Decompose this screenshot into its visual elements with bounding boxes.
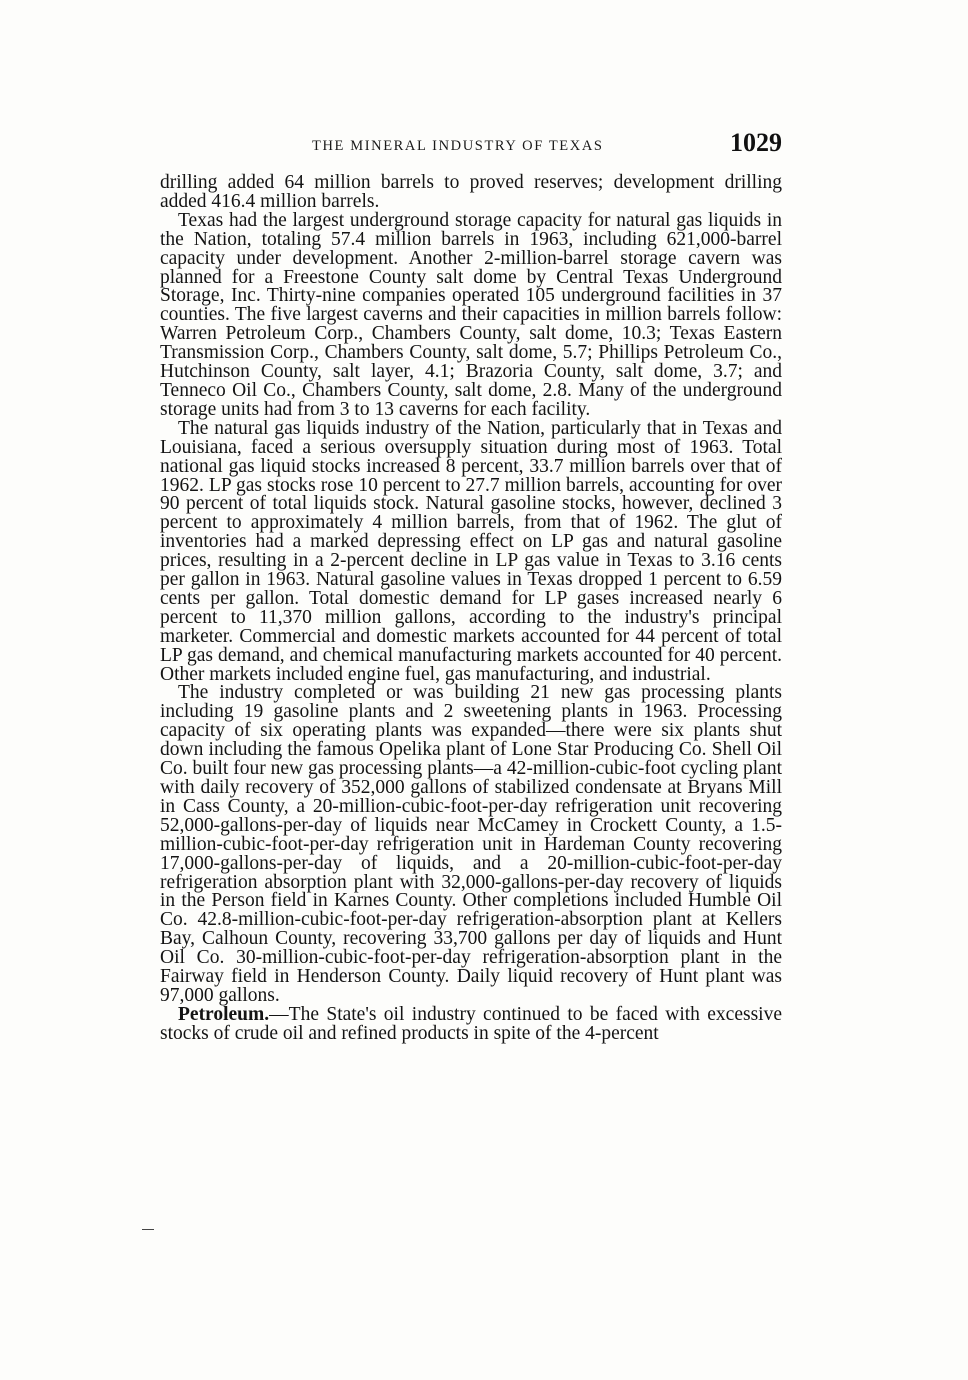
paragraph-storage-capacity: Texas had the largest underground storage capacity for natural gas liquids in the Nation, totaling 57.4 million barrels in 1963, including 621,000-barrel capacity under development. Another 2-million-barrel storage cavern was planned for a Freestone County salt dome by Central Texas Underground Storage, Inc. Thirty-nine companies operated 105 underground facilities in 37 counties. The five largest caverns and their capacities in million barrels follow: Warren Petroleum Corp., Chambers County, salt dome, 10.3; Texas Eastern Transmission Corp., Chambers County, salt dome, 5.7; Phillips Petroleum Co., Hutchinson County, salt layer, 4.1; Brazoria County, salt dome, 3.7; and Tenneco Oil Co., Chambers County, salt dome, 2.8. Many of the underground storage units had from 3 to 13 caverns for each facility. bbox=[160, 209, 782, 420]
page-header bbox=[160, 128, 788, 168]
body-text bbox=[160, 174, 782, 1044]
margin-mark bbox=[142, 1229, 154, 1230]
page-number: 1029 bbox=[730, 128, 782, 157]
paragraph-drilling: drilling added 64 million barrels to proved reserves; development drilling added 416.4 million barrels. bbox=[160, 172, 782, 212]
paragraph-gas-processing-plants: The industry completed or was building 21 new gas processing plants including 19 gasoline plants and 2 sweetening plants in 1963. Processing capacity of six operating plants was expanded—there were six plants shut down including the famous Opelika plant of Lone Star Producing Co. Shell Oil Co. built four new gas processing plants—a 42-million-cubic-foot cycling plant with daily recovery of 352,000 gallons of stabilized condensate at Bryans Mill in Cass County, a 20-million-cubic-foot-per-day refrigeration unit recovering 52,000-gallons-per-day of liquids near McCamey in Crockett County, a 1.5-million-cubic-foot-per-day refrigeration unit in Hardeman County recovering 17,000-gallons-per-day of liquids, and a 20-million-cubic-foot-per-day refrigeration absorption plant with 32,000-gallons-per-day recovery of liquids in the Person field in Karnes County. Other completions included Humble Oil Co. 42.8-million-cubic-foot-per-day refrigeration-absorption plant at Kellers Bay, Calhoun County, recovering 33,700 gallons per day of liquids and Hunt Oil Co. 30-million-cubic-foot-per-day refrigeration-absorption plant in the Fairway field in Henderson County. Daily liquid recovery of Hunt plant was 97,000 gallons. bbox=[160, 682, 782, 1006]
running-head: THE MINERAL INDUSTRY OF TEXAS bbox=[312, 138, 604, 154]
petroleum-heading: Petroleum. bbox=[178, 1003, 270, 1025]
petroleum-text: —The State's oil industry continued to be faced with excessive stocks of crude oil and refined products in spite of the 4-percent bbox=[160, 1003, 782, 1044]
paragraph-oversupply: The natural gas liquids industry of the Nation, particularly that in Texas and Louisiana, faced a serious oversupply situation during most of 1963. Total national gas liquid stocks increased 8 percent, 33.7 million barrels over that of 1962. LP gas stocks rose 10 percent to 27.7 million barrels, accounting for over 90 percent of total liquids stock. Natural gasoline stocks, however, declined 3 percent to approximately 4 million barrels, from that of 1962. The glut of inventories had a marked depressing effect on LP gas and natural gasoline prices, resulting in a 2-percent decline in LP gas value in Texas to 3.16 cents per gallon in 1963. Natural gasoline values in Texas dropped 1 percent to 6.59 cents per gallon. Total domestic demand for LP gases increased nearly 6 percent to 11,370 million gallons, according to the industry's principal marketer. Commercial and domestic markets accounted for 44 percent of total LP gas demand, and chemical manufacturing markets accounted for 40 percent. Other markets included engine fuel, gas manufacturing, and industrial. bbox=[160, 417, 782, 685]
paragraph-petroleum bbox=[160, 1003, 782, 1044]
